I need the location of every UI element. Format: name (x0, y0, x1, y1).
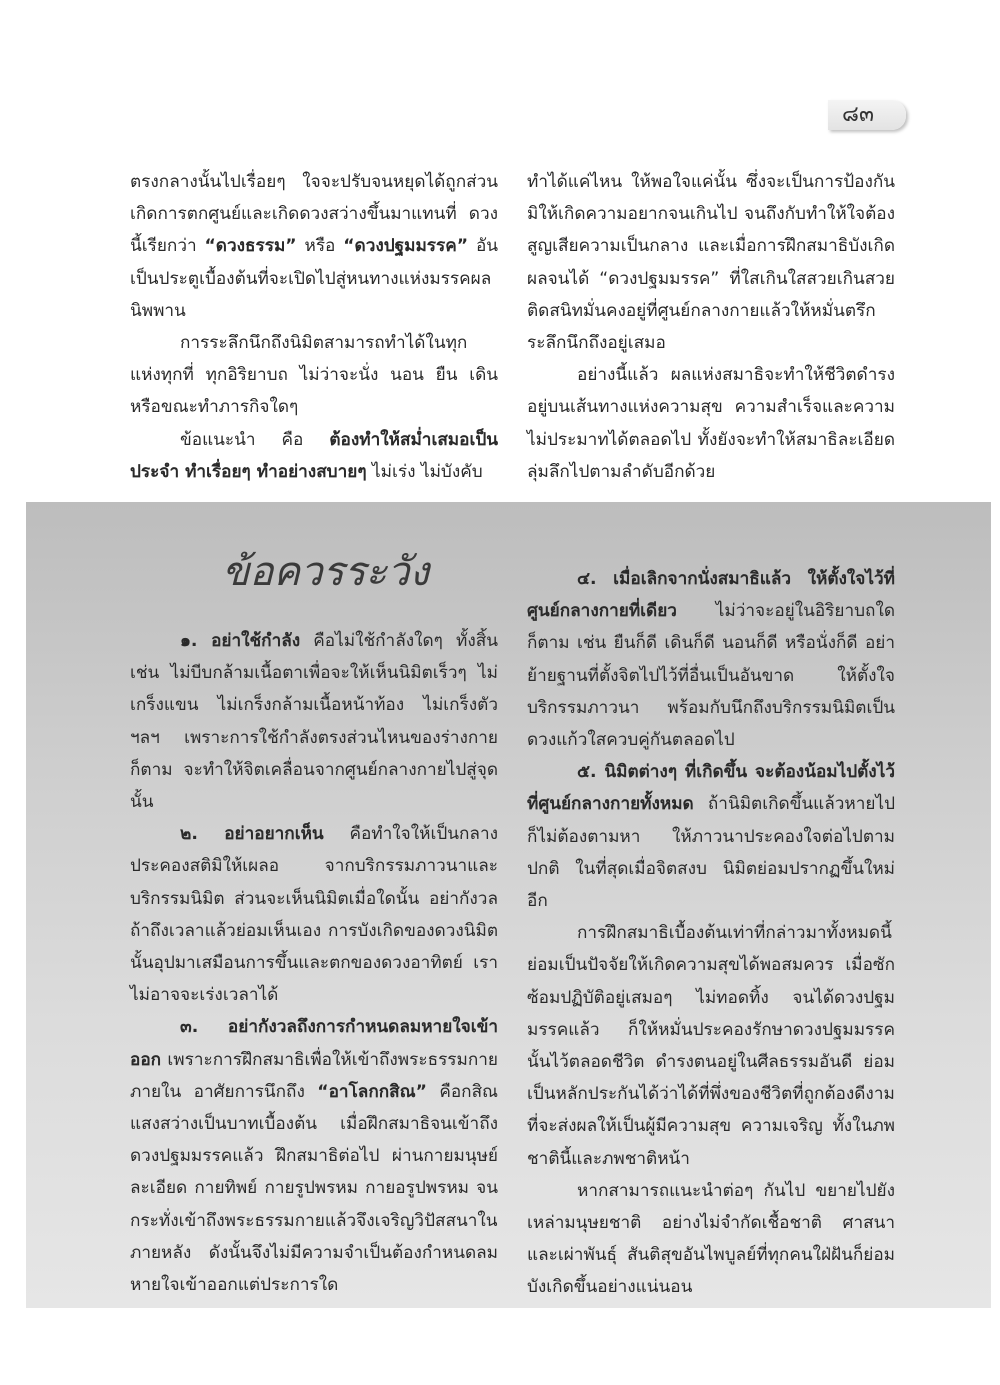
text: เพราะการฝึกสมาธิเพื่อให้เข้าถึงพระธรรมกายภายใน อาศัยการนึกถึง (130, 1049, 498, 1102)
section-title: ข้อควรระวัง (222, 549, 430, 595)
caution-item (527, 563, 895, 756)
bold-term: “ดวงธรรม” (204, 236, 297, 257)
caution-item (130, 818, 498, 1011)
bold-term: “ดวงปฐมมรรค” (343, 236, 469, 257)
paragraph: การฝึกสมาธิเบื้องต้นเท่าที่กล่าวมาทั้งหมดนี้ย่อมเป็นปัจจัยให้เกิดความสุขได้พอสมควร เมื่อซักซ้อมปฏิบัติอยู่เสมอๆ ไม่ทอดทิ้ง จนได้ดวงปฐมมรรคแล้ว ก็ให้หมั่นประคองรักษาดวงปฐมมรรคนั้นไว้ตลอดชีวิต ดำรงตนอยู่ในศีลธรรมอันดี ย่อมเป็นหลักประกันได้ว่าได้ที่พึ่งของชีวิตที่ถูกต้องดีงามที่จะส่งผลให้เป็นผู้มีความสุข ความเจริญ ทั้งในภพชาตินี้และภพชาติหน้า (527, 923, 895, 1169)
top-left-column (130, 166, 498, 488)
item-heading: ๑. อย่าใช้กำลัง (180, 631, 301, 651)
bold-term: ต้องทำให้สม่ำเสมอเป็นประจำ ทำเรื่อยๆ ทำอย่างสบายๆ (130, 429, 498, 482)
text: คือไม่ใช้กำลังใดๆ ทั้งสิ้น เช่น ไม่บีบกล้ามเนื้อตาเพื่อจะให้เห็นนิมิตเร็วๆ ไม่เกร็งแขน ไม่เกร็งกล้ามเนื้อหน้าท้อง ไม่เกร็งตัว ฯลฯ เพราะการใช้กำลังตรงส่วนไหนของร่างกายก็ตาม จะทำให้จิตเคลื่อนจากศูนย์กลางกายไปสู่จุดนั้น (130, 631, 498, 813)
text: ไม่เร่ง ไม่บังคับ (372, 461, 483, 482)
paragraph: อย่างนี้แล้ว ผลแห่งสมาธิจะทำให้ชีวิตดำรงอยู่บนเส้นทางแห่งความสุข ความสำเร็จและความไม่ประมาทได้ตลอดไป ทั้งยังจะทำให้สมาธิละเอียดลุ่มลึกไปตามลำดับอีกด้วย (527, 365, 895, 482)
text: คือทำใจให้เป็นกลางประคองสติมิให้เผลอ จากบริกรรมภาวนาและบริกรรมนิมิต ส่วนจะเห็นนิมิตเมื่อใดนั้น อย่ากังวล ถ้าถึงเวลาแล้วย่อมเห็นเอง การบังเกิดของดวงนิมิตนั้นอุปมาเสมือนการขึ้นและตกของดวงอาทิตย์ เราไม่อาจจะเร่งเวลาได้ (130, 824, 498, 1006)
cautions-right-column (527, 563, 895, 1304)
bold-term: “อาโลกกสิณ” (317, 1081, 427, 1102)
text: ข้อแนะนำ คือ (180, 429, 304, 450)
paragraph: หากสามารถแนะนำต่อๆ กันไป ขยายไปยังเหล่ามนุษยชาติ อย่างไม่จำกัดเชื้อชาติ ศาสนาและเผ่าพันธุ์ สันติสุขอันไพบูลย์ที่ทุกคนใฝ่ฝันก็ย่อมบังเกิดขึ้นอย่างแน่นอน (527, 1180, 895, 1298)
paragraph (130, 424, 498, 488)
text: หรือ (304, 236, 336, 257)
cautions-left-column (130, 625, 498, 1301)
item-heading: ๒. อย่าอยากเห็น (180, 824, 324, 845)
top-right-column (527, 166, 895, 488)
item-heading: ๕. นิมิตต่างๆ ที่เกิดขึ้น จะต้องน้อมไปตั้งไว้ที่ศูนย์กลางกายทั้งหมด (527, 762, 895, 815)
text: ตรงกลางนั้นไปเรื่อยๆ ใจจะปรับจนหยุดได้ถูกส่วน เกิดการตกศูนย์และเกิดดวงสว่างขึ้นมาแทนที่ ดวงนี้เรียกว่า (130, 172, 498, 257)
text: อันเป็นประตูเบื้องต้นที่จะเปิดไปสู่หนทางแห่งมรรคผลนิพพาน (130, 236, 499, 321)
text: ถ้านิมิตเกิดขึ้นแล้วหายไปก็ไม่ต้องตามหา ให้ภาวนาประคองใจต่อไปตามปกติ ในที่สุดเมื่อจิตสงบ นิมิตย่อมปรากฏขึ้นใหม่อีก (527, 794, 895, 912)
caution-item (130, 625, 498, 818)
paragraph: การระลึกนึกถึงนิมิตสามารถทำได้ในทุกแห่งทุกที่ ทุกอิริยาบถ ไม่ว่าจะนั่ง นอน ยืน เดิน หรือขณะทำภารกิจใดๆ (130, 333, 498, 418)
text: คือกสิณแสงสว่างเป็นบาทเบื้องต้น เมื่อฝึกสมาธิจนเข้าถึงดวงปฐมมรรคแล้ว ฝึกสมาธิต่อไป ผ่านกายมนุษย์ละเอียด กายทิพย์ กายรูปพรหม กายอรูปพรหม จนกระทั่งเข้าถึงพระธรรมกายแล้วจึงเจริญวิปัสสนาในภายหลัง ดังนั้นจึงไม่มีความจำเป็นต้องกำหนดลมหายใจเข้าออกแต่ประการใด (130, 1081, 499, 1296)
paragraph (130, 166, 498, 327)
caution-item (527, 756, 895, 917)
caution-item (130, 1011, 498, 1301)
text: ไม่ว่าจะอยู่ในอิริยาบถใดก็ตาม เช่น ยืนก็ดี เดินก็ดี นอนก็ดี หรือนั่งก็ดี อย่าย้ายฐานที่ตั้งจิตไปไว้ที่อื่นเป็นอันขาด ให้ตั้งใจบริกรรมภาวนา พร้อมกับนึกถึงบริกรรมนิมิตเป็นดวงแก้วใสควบคู่กันตลอดไป (527, 601, 895, 751)
paragraph: ทำได้แค่ไหน ให้พอใจแค่นั้น ซึ่งจะเป็นการป้องกันมิให้เกิดความอยากจนเกินไป จนถึงกับทำให้ใจต้องสูญเสียความเป็นกลาง และเมื่อการฝึกสมาธิบังเกิดผลจนได้ “ดวงปฐมมรรค” ที่ใสเกินใสสวยเกินสวย ติดสนิทมั่นคงอยู่ที่ศูนย์กลางกายแล้วให้หมั่นตรึกระลึกนึกถึงอยู่เสมอ (527, 172, 895, 354)
item-heading: ๔. เมื่อเลิกจากนั่งสมาธิแล้ว ให้ตั้งใจไว้ที่ศูนย์กลางกายที่เดียว (527, 569, 895, 622)
page-number: ๘๓ (842, 102, 875, 127)
item-heading: ๓. อย่ากังวลถึงการกำหนดลมหายใจเข้าออก (130, 1017, 498, 1070)
